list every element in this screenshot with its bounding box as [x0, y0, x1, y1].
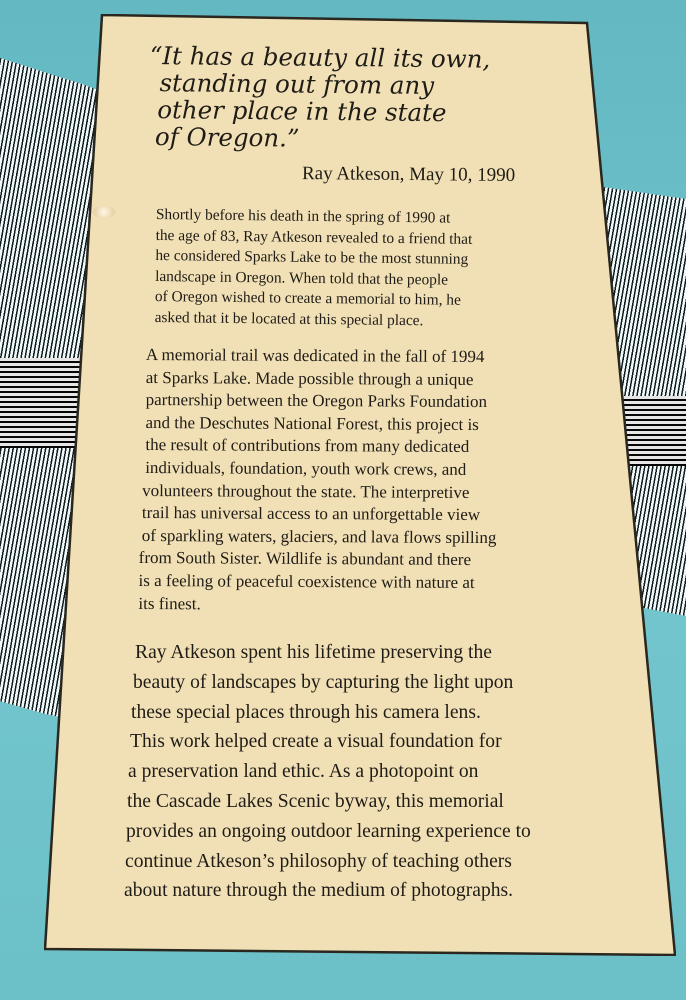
paragraph-atkeson-legacy	[124, 638, 531, 906]
text-line: of sparkling waters, glaciers, and lava flows spilling	[141, 525, 497, 547]
quote-line: other place in the state	[157, 95, 447, 128]
text-line: partnership between the Oregon Parks Foundation	[145, 390, 488, 412]
quote-line: standing out from any	[159, 68, 435, 100]
text-line: trail has universal access to an unforgettable view	[141, 503, 481, 525]
text-line: landscape in Oregon. When told that the people	[155, 267, 449, 289]
text-line: at Sparks Lake. Made possible through a unique	[145, 367, 474, 389]
text-line: and the Deschutes National Forest, this project is	[145, 412, 479, 434]
text-line: about nature through the medium of photographs.	[124, 880, 514, 902]
quote-block	[149, 42, 570, 154]
paragraph-memorial-trail	[138, 344, 497, 617]
text-line: a preservation land ethic. As a photopoint on	[128, 761, 479, 783]
quote-attribution: Ray Atkeson, May 10, 1990	[301, 163, 516, 186]
text-line: Shortly before his death in the spring of 1990 at	[155, 205, 451, 227]
text-line: asked that it be located at this special place.	[154, 308, 424, 330]
text-line: he considered Sparks Lake to be the most stunning	[155, 247, 469, 269]
text-line: these special places through his camera lens.	[131, 701, 481, 723]
quote-line: “It has a beauty all its own,	[149, 41, 491, 74]
paragraph-atkeson-death	[154, 205, 472, 332]
text-line: the age of 83, Ray Atkeson revealed to a friend that	[155, 226, 473, 248]
text-line: beauty of landscapes by capturing the light upon	[133, 671, 514, 693]
text-line: from South Sister. Wildlife is abundant and there	[138, 548, 472, 570]
text-line: volunteers throughout the state. The interpretive	[142, 480, 470, 502]
text-line: the Cascade Lakes Scenic byway, this memorial	[127, 790, 504, 812]
text-line: the result of contributions from many dedicated	[145, 435, 470, 457]
text-line: of Oregon wished to create a memorial to him, he	[154, 288, 461, 310]
text-line: continue Atkeson’s philosophy of teaching others	[125, 850, 512, 872]
text-line: Ray Atkeson spent his lifetime preserving the	[135, 642, 492, 663]
text-line: individuals, foundation, youth work crews, and	[145, 457, 467, 479]
text-line: A memorial trail was dedicated in the fall of 1994	[145, 344, 485, 367]
text-line: provides an ongoing outdoor learning experience to	[126, 820, 531, 842]
text-line: its finest.	[138, 593, 201, 613]
quote-line: of Oregon.”	[154, 122, 300, 153]
text-line: is a feeling of peaceful coexistence with nature at	[138, 570, 475, 592]
text-line: This work helped create a visual foundation for	[130, 731, 502, 753]
